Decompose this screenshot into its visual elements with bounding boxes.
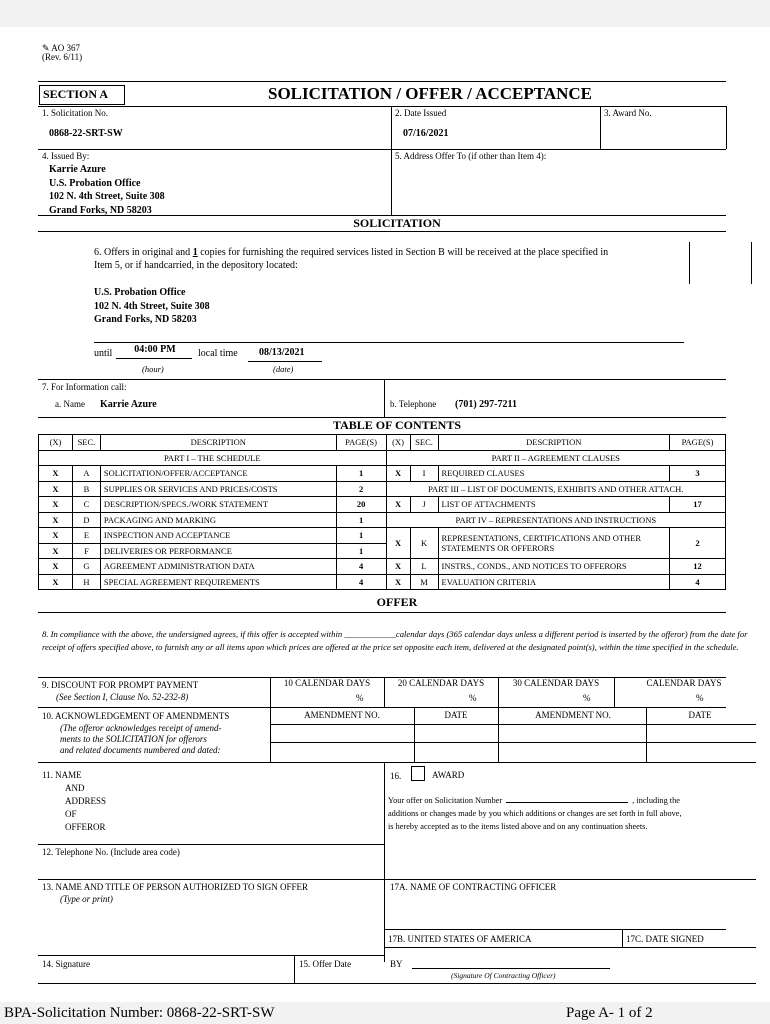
address-offer-label: 5. Address Offer To (if other than Item 4): (395, 151, 547, 161)
issued-by-label: 4. Issued By: (42, 151, 90, 161)
local-time-label: local time (198, 348, 238, 359)
date-issued-field[interactable]: 07/16/2021 (403, 128, 449, 139)
depository-address: U.S. Probation Office 102 N. 4th Street, Suite 308 Grand Forks, ND 58203 (94, 287, 210, 325)
award-checkbox[interactable] (411, 766, 425, 781)
item13-sub: (Type or print) (60, 894, 113, 904)
table-row: X G AGREEMENT ADMINISTRATION DATA 4 X L INSTRS., CONDS., AND NOTICES TO OFFERORS 12 (39, 559, 726, 575)
item10-label: 10. ACKNOWLEDGEMENT OF AMENDMENTS (42, 711, 230, 721)
table-row: X A SOLICITATION/OFFER/ACCEPTANCE 1 X I REQUIRED CLAUSES 3 (39, 466, 726, 482)
toc-table (38, 434, 726, 590)
solicitation-heading: SOLICITATION (353, 216, 441, 230)
solicitation-no-field[interactable]: 0868-22-SRT-SW (49, 128, 123, 139)
table-row: PART I – THE SCHEDULE PART II – AGREEMENT CLAUSES (39, 450, 726, 466)
contact-name-field[interactable]: Karrie Azure (100, 399, 157, 410)
offer-heading: OFFER (376, 595, 418, 609)
item13-label: 13. NAME AND TITLE OF PERSON AUTHORIZED TO SIGN OFFER (42, 882, 309, 892)
hour-caption: (hour) (142, 364, 164, 374)
item17c-label: 17C. DATE SIGNED (626, 934, 704, 944)
toc-heading: TABLE OF CONTENTS (332, 418, 462, 432)
discount-30-label: 30 CALENDAR DAYS (512, 678, 600, 688)
amendment-no-header: AMENDMENT NO. (304, 710, 380, 720)
percent-sign: % (583, 693, 591, 703)
table-row: X E INSPECTION AND ACCEPTANCE 1 X K REPRESENTATIONS, CERTIFICATIONS AND OTHER STATEMENTS OR OFFERORS 2 (39, 528, 726, 544)
form-number: ✎ AO 367 (42, 43, 81, 53)
item6-text: 6. Offers in original and 1 copies for furnishing the required services listed in Section B will be received at the place specified in Item 5, or if handcarried, in the depository located: (94, 247, 609, 271)
item9-sub: (See Section I, Clause No. 52-232-8) (56, 692, 189, 702)
item12-label: 12. Telephone No. (Include area code) (42, 847, 180, 857)
form-title: SOLICITATION / OFFER / ACCEPTANCE (268, 84, 592, 103)
discount-other-label: CALENDAR DAYS (646, 678, 722, 688)
date-field[interactable]: 08/13/2021 (259, 347, 305, 358)
table-row: X B SUPPLIES OR SERVICES AND PRICES/COSTS 2 PART III – LIST OF DOCUMENTS, EXHIBITS AND OTHER ATTACH. (39, 481, 726, 497)
until-label: until (94, 348, 113, 359)
percent-sign: % (469, 693, 477, 703)
signature-line[interactable] (412, 968, 610, 969)
table-row: X F DELIVERIES OR PERFORMANCE 1 (39, 543, 726, 559)
item14-label: 14. Signature (42, 959, 90, 969)
discount-10-label: 10 CALENDAR DAYS (283, 678, 371, 688)
item10-sub: (The offeror acknowledges receipt of amend- ments to the SOLICITATION for offerors and related documents numbered and dated: (60, 723, 222, 755)
item9-label: 9. DISCOUNT FOR PROMPT PAYMENT (42, 680, 199, 690)
percent-sign: % (696, 693, 704, 703)
percent-sign: % (356, 693, 364, 703)
item16-number: 16. (390, 771, 402, 781)
form-page (0, 27, 770, 1002)
section-label: SECTION A (43, 87, 109, 101)
solicitation-no-label: 1. Solicitation No. (42, 108, 108, 118)
table-row: X D PACKAGING AND MARKING 1 PART IV – REPRESENTATIONS AND INSTRUCTIONS (39, 512, 726, 528)
award-text: Your offer on Solicitation Number , including the additions or changes made by you which additions or changes are set forth in full above, is hereby accepted as to the items listed above and on any continuation sheets. (388, 796, 682, 831)
award-no-label: 3. Award No. (604, 108, 652, 118)
date-caption: (date) (273, 364, 294, 374)
table-row: X H SPECIAL AGREEMENT REQUIREMENTS 4 X M EVALUATION CRITERIA 4 (39, 574, 726, 590)
issued-by-block: Karrie Azure U.S. Probation Office 102 N. 4th Street, Suite 308 Grand Forks, ND 58203 (49, 164, 165, 216)
item15-label: 15. Offer Date (299, 959, 352, 969)
page-footer (0, 1002, 770, 1024)
discount-20-label: 20 CALENDAR DAYS (397, 678, 485, 688)
award-label: AWARD (432, 770, 465, 780)
telephone-field[interactable]: (701) 297-7211 (455, 399, 517, 410)
item17b-label: 17B. UNITED STATES OF AMERICA (388, 934, 532, 944)
amendment-date-header: DATE (688, 710, 712, 720)
footer-page-number: Page A- 1 of 2 (566, 1005, 653, 1021)
item8-text: 8. In compliance with the above, the undersigned agrees, if this offer is accepted within ____________calendar days (365 calendar days unless a different period is inserted by the offeror) from the date for receipt of offers specified above, to furnish any or all items upon which prices are offered at the price set opposite each item, delivered at the designated point(s), within the time specified in the schedule. (42, 629, 748, 652)
date-issued-label: 2. Date Issued (395, 108, 447, 118)
telephone-label: b. Telephone (390, 399, 437, 409)
item17a-label: 17A. NAME OF CONTRACTING OFFICER (390, 882, 557, 892)
footer-solicitation-number: BPA-Solicitation Number: 0868-22-SRT-SW (4, 1005, 275, 1021)
contact-name-label: a. Name (55, 399, 85, 409)
item11-label: 11. NAME AND ADDRESS OF OFFEROR (42, 770, 107, 832)
table-row: X C DESCRIPTION/SPECS./WORK STATEMENT 20 X J LIST OF ATTACHMENTS 17 (39, 497, 726, 513)
form-revision: (Rev. 6/11) (42, 52, 83, 62)
by-label: BY (390, 959, 403, 969)
signature-caption: (Signature Of Contracting Officer) (451, 971, 556, 980)
hour-field[interactable]: 04:00 PM (134, 344, 176, 355)
amendment-no-header: AMENDMENT NO. (535, 710, 611, 720)
toc-header-row: (X) SEC. DESCRIPTION PAGE(S) (X) SEC. DESCRIPTION PAGE(S) (39, 435, 726, 451)
info-call-label: 7. For Information call: (42, 382, 127, 392)
amendment-date-header: DATE (444, 710, 468, 720)
